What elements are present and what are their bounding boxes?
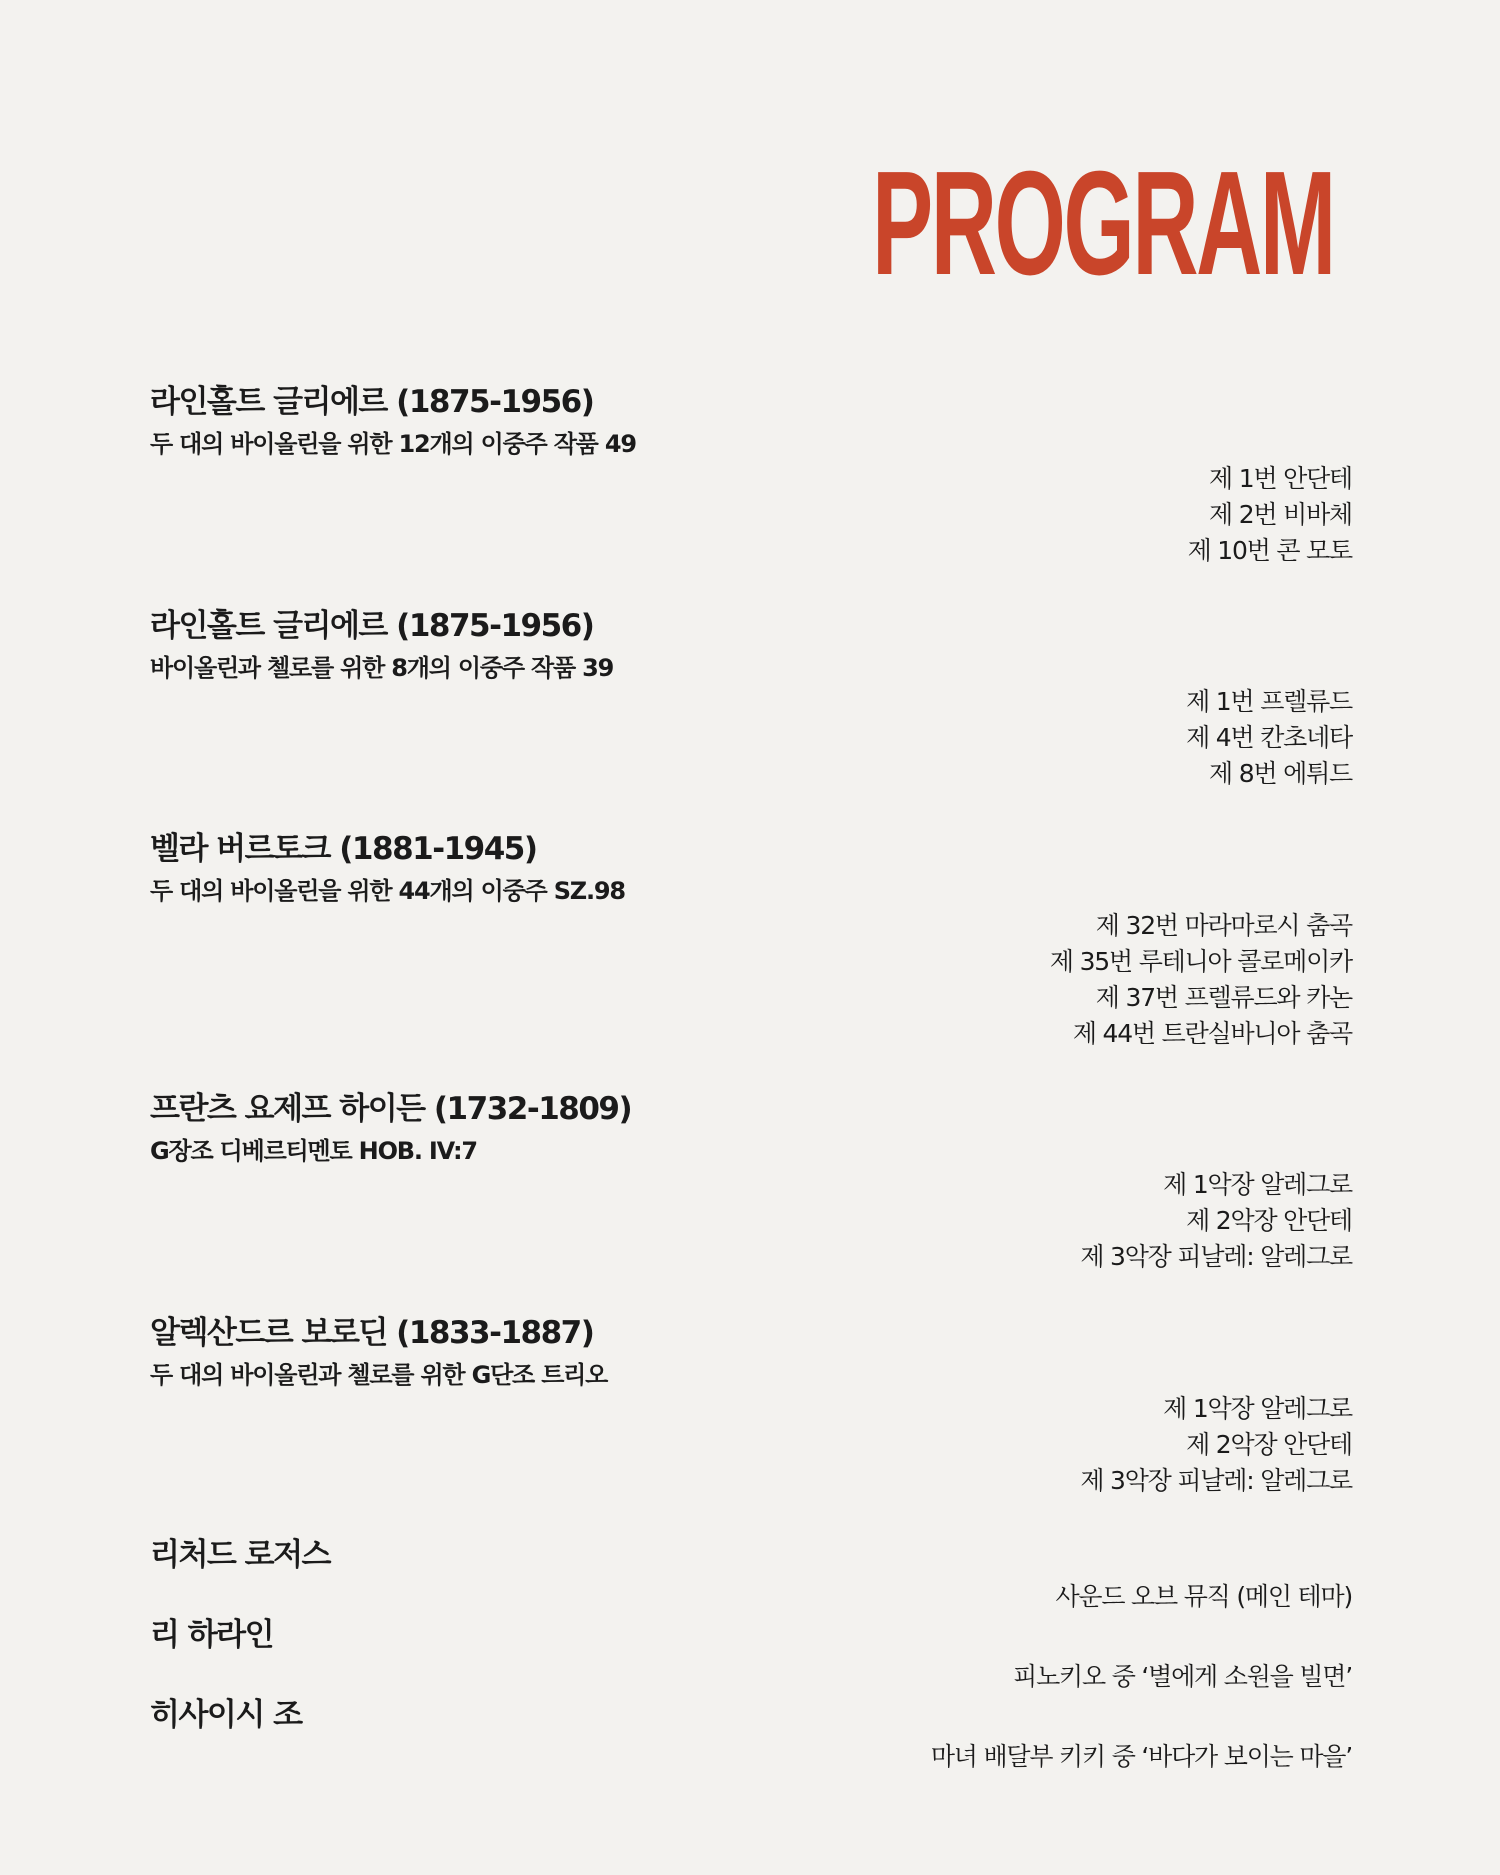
movement-item: 제 2번 비바체 bbox=[1209, 500, 1352, 529]
movement-item: 제 4번 칸초네타 bbox=[1186, 723, 1352, 752]
movement-item: 제 1악장 알레그로 bbox=[1163, 1170, 1352, 1199]
work-title: 두 대의 바이올린과 첼로를 위한 G단조 트리오 bbox=[150, 1361, 608, 1389]
work-title: 피노키오 중 ‘별에게 소원을 빌면’ bbox=[1013, 1662, 1352, 1691]
movement-item: 제 2악장 안단테 bbox=[1186, 1206, 1352, 1235]
composer-heading: 리 하라인 bbox=[150, 1617, 274, 1653]
composer-heading: 벨라 버르토크 (1881-1945) bbox=[150, 831, 537, 867]
movement-item: 제 44번 트란실바니아 춤곡 bbox=[1072, 1019, 1352, 1048]
work-title: 바이올린과 첼로를 위한 8개의 이중주 작품 39 bbox=[150, 654, 614, 682]
movement-item: 제 1번 프렐류드 bbox=[1186, 687, 1352, 716]
composer-heading: 알렉산드르 보로딘 (1833-1887) bbox=[150, 1315, 594, 1351]
composer-heading: 라인홀트 글리에르 (1875-1956) bbox=[150, 384, 594, 420]
composer-heading: 프란츠 요제프 하이든 (1732-1809) bbox=[150, 1091, 632, 1127]
movement-item: 제 1악장 알레그로 bbox=[1163, 1394, 1352, 1423]
movement-item: 제 32번 마라마로시 춤곡 bbox=[1095, 911, 1352, 940]
movement-list bbox=[1186, 684, 1352, 792]
movement-item: 제 37번 프렐류드와 카논 bbox=[1095, 983, 1352, 1012]
work-title: 사운드 오브 뮤직 (메인 테마) bbox=[1055, 1582, 1352, 1611]
work-title: G장조 디베르티멘토 HOB. IV:7 bbox=[150, 1137, 477, 1165]
movement-item: 제 3악장 피날레: 알레그로 bbox=[1080, 1242, 1352, 1271]
movement-item: 제 8번 에튀드 bbox=[1209, 759, 1352, 788]
movement-list bbox=[1080, 1167, 1352, 1275]
work-title: 두 대의 바이올린을 위한 12개의 이중주 작품 49 bbox=[150, 430, 636, 458]
composer-heading: 히사이시 조 bbox=[150, 1697, 302, 1733]
movement-item: 제 35번 루테니아 콜로메이카 bbox=[1049, 947, 1352, 976]
work-title: 마녀 배달부 키키 중 ‘바다가 보이는 마을’ bbox=[930, 1742, 1352, 1771]
composer-heading: 라인홀트 글리에르 (1875-1956) bbox=[150, 608, 594, 644]
movement-item: 제 3악장 피날레: 알레그로 bbox=[1080, 1466, 1352, 1495]
movement-list bbox=[1188, 461, 1352, 569]
work-title: 두 대의 바이올린을 위한 44개의 이중주 SZ.98 bbox=[150, 877, 625, 905]
page-title: PROGRAM bbox=[872, 141, 1334, 306]
movement-item: 제 10번 콘 모토 bbox=[1187, 536, 1352, 565]
movement-list bbox=[1080, 1391, 1352, 1499]
composer-heading: 리처드 로저스 bbox=[150, 1537, 330, 1573]
movement-item: 제 1번 안단테 bbox=[1209, 464, 1352, 493]
movement-item: 제 2악장 안단테 bbox=[1186, 1430, 1352, 1459]
movement-list bbox=[1050, 908, 1352, 1052]
